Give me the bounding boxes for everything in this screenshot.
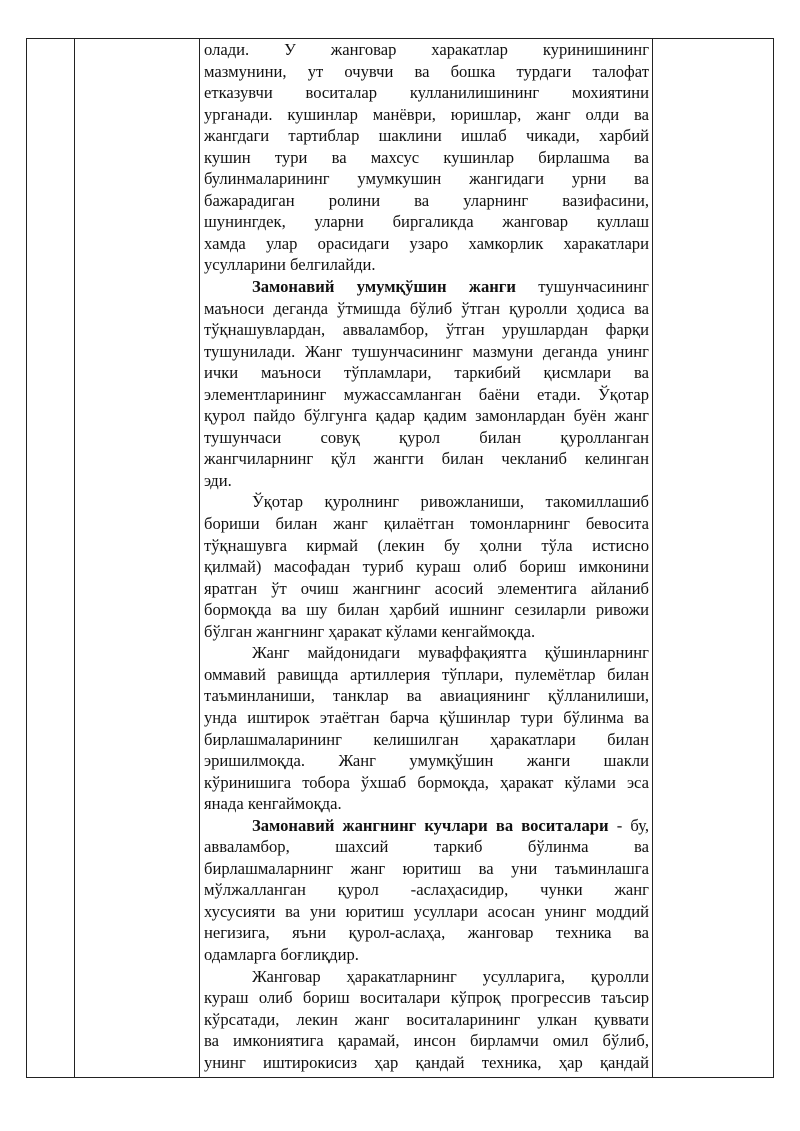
line-text: мазмунини, ут очувчи ва бошка турдаги талофат: [204, 61, 649, 81]
line-text: қилмай) масофадан туриб кураш олиб бориш имконини: [204, 557, 649, 577]
line-text: олади. У жанговар харакатлар куринишининг: [204, 40, 649, 59]
body-text: [204, 39, 649, 1073]
line-text: бажарадиган ролини ва уларнинг вазифасини,: [204, 190, 649, 210]
text-line: [204, 685, 649, 707]
text-line: [204, 384, 649, 406]
text-line: [204, 879, 649, 901]
text-line: [204, 772, 649, 794]
line-text: кўрсатади, лекин жанг воситаларининг улкан қуввати: [204, 1009, 649, 1029]
line-text: таъминланиши, танклар ва авиациянинг қўлланилиши,: [204, 686, 649, 706]
text-line: [204, 836, 649, 858]
line-text: негизига, яъни қурол-аслаҳа, жанговар техника ва: [204, 923, 649, 943]
line-text: эришилмоқда. Жанг умумқўшин жанги шакли: [204, 751, 649, 771]
line-text: эди.: [204, 470, 232, 490]
line-text: яратган ўт очиш жангнинг асосий элементига айланиб: [204, 578, 649, 598]
line-text: тўқнашувга кирмай (лекин бу ҳолни тўла истисно: [204, 535, 649, 555]
text-line: [204, 104, 649, 126]
text-line: [204, 578, 649, 600]
line-text: унинг иштирокисиз ҳар қандай техника, ҳар қандай: [204, 1052, 649, 1072]
text-line: [204, 190, 649, 212]
text-line: [204, 427, 649, 449]
text-line: [204, 513, 649, 535]
text-line: [204, 362, 649, 384]
line-text: усулларини белгилайди.: [204, 255, 376, 275]
line-text: тушунчасининг: [515, 277, 649, 297]
line-text: тушунчаси совуқ қурол билан қуролланган: [204, 427, 649, 447]
line-text: кушин тури ва махсус кушинлар бирлашма ва: [204, 147, 649, 167]
line-text: бўлган жангнинг ҳаракат кўлами кенгаймоқда.: [204, 621, 536, 641]
text-line: [204, 448, 649, 470]
line-text: жангчиларнинг қўл жангги билан чекланиб келинган: [204, 449, 649, 469]
line-text: Жанговар ҳаракатларнинг усулларига, қуролли: [252, 966, 649, 986]
text-line: [204, 922, 649, 944]
text-line: [204, 535, 649, 557]
line-text: одамларга боғлиқдир.: [204, 944, 359, 964]
text-line: [204, 147, 649, 169]
text-line: [204, 750, 649, 772]
text-line: [204, 901, 649, 923]
text-line: [204, 944, 649, 966]
line-text: унда иштирок этаётган барча қўшинлар тури бўлинма ва: [204, 707, 649, 727]
table-cell-number: [27, 39, 75, 1078]
text-line: [204, 642, 649, 664]
text-line: [204, 233, 649, 255]
bold-term: Замонавий жангнинг кучлари ва воситалари: [252, 815, 609, 835]
text-line: [204, 664, 649, 686]
text-line: [204, 793, 649, 815]
line-text: ва имкониятига қарамай, инсон бирламчи омил бўлиб,: [204, 1031, 649, 1051]
text-line: [204, 319, 649, 341]
text-line: [204, 168, 649, 190]
text-line: [204, 470, 649, 492]
table-cell-content: [200, 39, 653, 1078]
line-text: қурол пайдо бўлгунга қадар қадим замонлардан буён жанг: [204, 406, 649, 426]
line-text: хамда улар орасидаги узаро хамкорлик харакатлари: [204, 233, 649, 253]
text-line: [204, 82, 649, 104]
line-text: бормоқда ва шу билан ҳарбий ишнинг сезиларли ривожи: [204, 600, 649, 620]
text-line: [204, 211, 649, 233]
text-line: [204, 621, 649, 643]
line-text: янада кенгаймоқда.: [204, 794, 342, 814]
line-text: Ўқотар қуролнинг ривожланиши, такомиллашиб: [252, 492, 649, 512]
text-line: [204, 815, 649, 837]
line-text: ички маъноси тўпламлари, таркибий қисмлари ва: [204, 363, 649, 383]
line-text: кураш олиб бориш воситалари кўпроқ прогрессив таъсир: [204, 988, 649, 1008]
line-text: оммавий равищда артиллерия тўплари, пулемётлар билан: [204, 664, 649, 684]
document-table: [26, 38, 774, 1078]
line-text: кўринишига тобора ўхшаб бормоқда, ҳаракат кўлами эса: [204, 772, 649, 792]
line-text: - бу,: [608, 815, 649, 835]
line-text: бориши билан жанг қилаётган томонларнинг бевосита: [204, 514, 649, 534]
line-text: Жанг майдонидаги муваффақиятга қўшинларнинг: [252, 643, 649, 663]
text-line: [204, 966, 649, 988]
line-text: урганади. кушинлар манёври, юришлар, жанг олди ва: [204, 104, 649, 124]
line-text: хусусияти ва уни юритиш усуллари асосан унинг моддий: [204, 901, 649, 921]
table-cell-topic: [75, 39, 200, 1078]
text-line: [204, 298, 649, 320]
line-text: мўлжалланган қурол -аслаҳасидир, чунки жанг: [204, 880, 649, 900]
text-line: [204, 599, 649, 621]
text-line: [204, 61, 649, 83]
text-line: [204, 729, 649, 751]
table-cell-notes: [653, 39, 774, 1078]
line-text: элементларининг мужассамланган баёни етади. Ўқотар: [204, 384, 649, 404]
text-line: [204, 987, 649, 1009]
text-line: [204, 1030, 649, 1052]
line-text: булинмаларининг умумкушин жангидаги урни ва: [204, 169, 649, 189]
text-line: [204, 276, 649, 298]
table-row: [27, 39, 774, 1078]
text-line: [204, 707, 649, 729]
text-line: [204, 341, 649, 363]
line-text: шунингдек, уларни биргаликда жанговар куллаш: [204, 212, 649, 232]
text-line: [204, 254, 649, 276]
bold-term: Замонавий умумқўшин жанги: [252, 277, 516, 297]
text-line: [204, 405, 649, 427]
text-line: [204, 39, 649, 61]
text-line: [204, 1009, 649, 1031]
text-line: [204, 858, 649, 880]
line-text: жангдаги тартиблар шаклини ишлаб чикади, харбий: [204, 126, 649, 146]
text-line: [204, 125, 649, 147]
line-text: аввaламбор, шахсий таркиб бўлинма ва: [204, 837, 649, 857]
line-text: етказувчи воситалар кулланилишининг мохиятини: [204, 83, 649, 103]
line-text: тўқнашувлардан, авваламбор, ўтган урушлардан фарқи: [204, 320, 649, 340]
line-text: бирлашмаларининг келишилган ҳаракатлари билан: [204, 729, 649, 749]
text-line: [204, 556, 649, 578]
line-text: тушунилади. Жанг тушунчасининг мазмуни деганда унинг: [204, 341, 649, 361]
line-text: бирлашмаларнинг жанг юритиш ва уни таъминлашга: [204, 858, 649, 878]
text-line: [204, 1052, 649, 1074]
text-line: [204, 491, 649, 513]
line-text: маъноси деганда ўтмишда бўлиб ўтган қуролли ҳодиса ва: [204, 298, 649, 318]
